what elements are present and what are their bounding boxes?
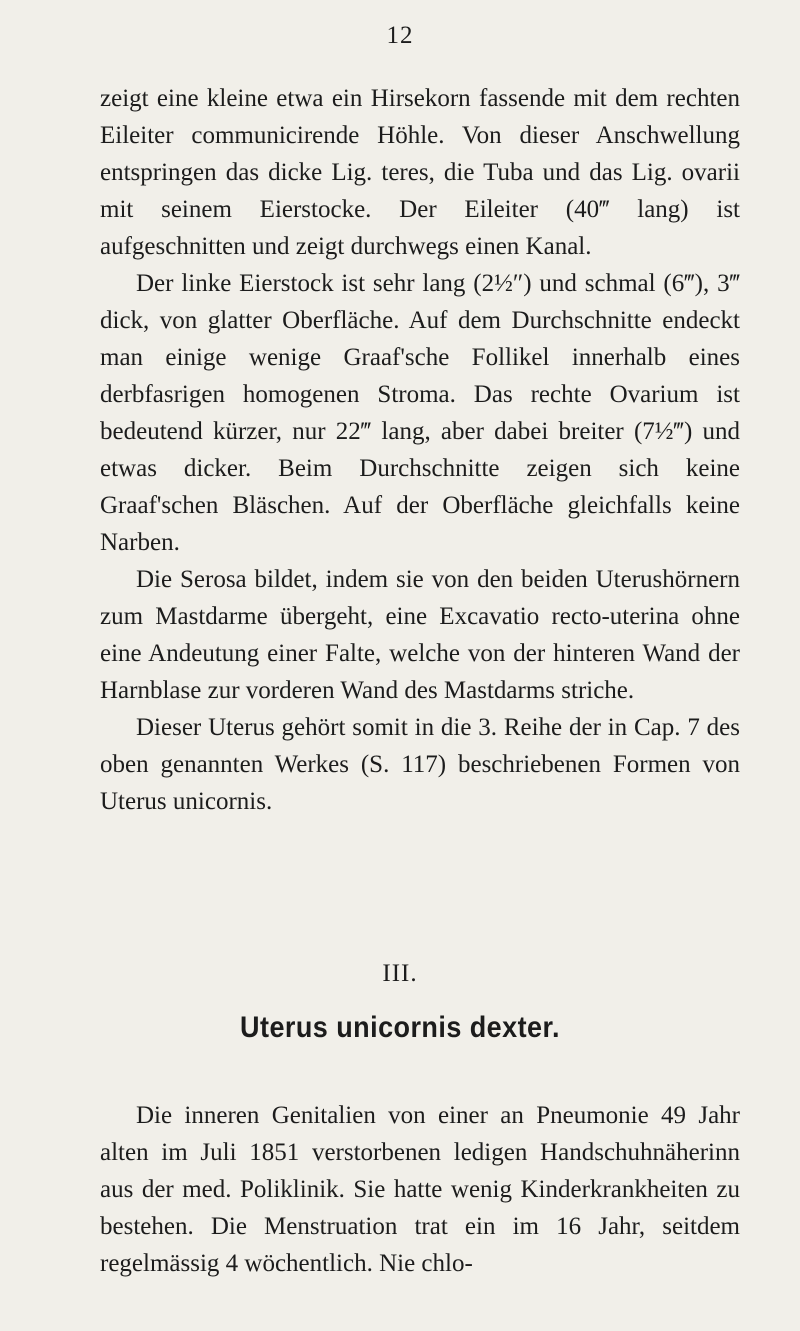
paragraph-2: Der linke Eierstock ist sehr lang (2½″) und schmal (6‴), 3‴ dick, von glatter Oberfläche. Auf dem Durchschnitte endeckt man einige wenige Graaf'sche Follikel innerhalb eines derbfasrigen homogenen Stroma. Das rechte Ovarium ist bedeutend kürzer, nur 22‴ lang, aber dabei breiter (7½‴) und etwas dicker. Beim Durchschnitte zeigen sich keine Graaf'schen Bläschen. Auf der Oberfläche gleichfalls keine Narben. [100, 270, 740, 556]
section-number: III. [382, 960, 418, 987]
section-paragraph-1: Die inneren Genitalien von einer an Pneumonie 49 Jahr alten im Juli 1851 verstorbenen ledigen Handschuhnäherinn aus der med. Poliklinik. Sie hatte wenig Kinderkrankheiten zu bestehen. Die Menstruation trat ein im 16 Jahr, seitdem regelmässig 4 wöchentlich. Nie chlo- [100, 1102, 740, 1277]
page-number: 12 [386, 22, 414, 49]
section-body-text [100, 1097, 740, 1282]
paragraph-4: Dieser Uterus gehört somit in die 3. Reihe der in Cap. 7 des oben genannten Werkes (S. 117) beschriebenen Formen von Uterus unicornis. [100, 714, 740, 815]
body-text [100, 80, 740, 820]
section-title: Uterus unicornis dexter. [240, 1011, 560, 1044]
paragraph-3: Die Serosa bildet, indem sie von den beiden Uterushörnern zum Mastdarme übergeht, eine Excavatio recto-uterina ohne eine Andeutung einer Falte, welche von der hinteren Wand der Harnblase zur vorderen Wand des Mastdarms striche. [100, 566, 740, 704]
paragraph-1: zeigt eine kleine etwa ein Hirsekorn fassende mit dem rechten Eileiter communicirende Höhle. Von dieser Anschwellung entspringen das dicke Lig. teres, die Tuba und das Lig. ovarii mit seinem Eierstocke. Der Eileiter (40‴ lang) ist aufgeschnitten und zeigt durchwegs einen Kanal. [100, 85, 740, 260]
